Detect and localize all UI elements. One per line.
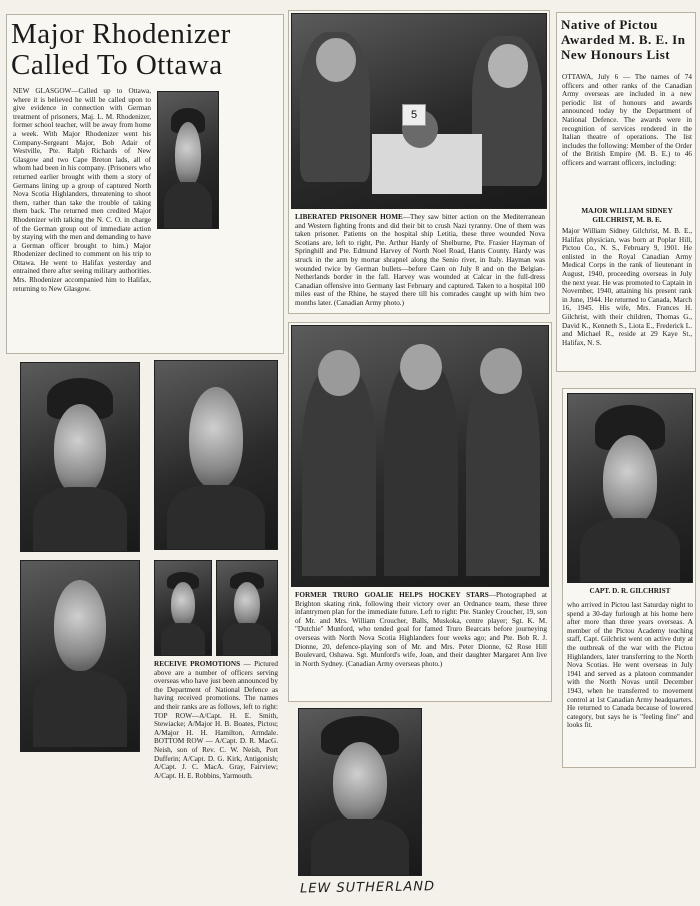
hospital-ship-photo (291, 13, 547, 209)
rhodenizer-portrait-photo (157, 91, 219, 229)
promotion-portrait-hamilton (20, 560, 140, 752)
rhodenizer-story-text: NEW GLASGOW—Called up to Ottawa, where it is believed he will be called upon to give evidence in connection with German treatment of prisoners, Maj. L. M. Rhodenizer, former school teacher, will be away from home a week. With Major Rhodenizer went his Company-Sergeant Major, Bob Adair of Westville, Pte. Ralph Richards of New Glasgow and two Cape Breton lads, all of whom had been in his company. (Prisoners who returned earlier brought with them a story of Germans lining up a group of captured North Nova Scotia Highlanders, threatening to shoot them, rather than take the trouble of taking them back. The returned men credited Major Rhodenizer with talking the N. C. O. in charge of the German group out of immediate action by staying with the men and demanding to have a German officer brought to him.) Major Rhodenizer declined to comment on his trip to Ottawa. He went to Halifax yesterday and entrained there after seeing military authorities. Mrs. Rhodenizer accompanied him to Halifax, returning to New Glasgow. (13, 87, 151, 293)
pictou-mbe-headline: Native of Pictou Awarded M. B. E. In New Honours List (561, 17, 686, 62)
hockey-players-photo (291, 325, 549, 587)
capt-gilchrist-clipping (562, 388, 696, 768)
promotion-portrait-neish (154, 560, 212, 656)
bed-number-card: 5 (402, 104, 426, 126)
capt-gilchrist-story-text: who arrived in Pictou last Saturday night to spend a 30-day furlough at his home here after more than three years overseas. A member of the Pictou Academy teaching staff, Capt. Gilchrist went on active duty at the outbreak of the war with the Pictou Highlanders, later transferring to the North Nova Scotias. He went overseas in July 1941 and served as a platoon commander with the North Novas until December 1943, when he transferred to movement control at 1st Canadian Army headquarters. He returned to Canada because of lowered category, but says he is "feeling fine" and looks fit. (567, 601, 693, 730)
liberated-prisoner-clipping (288, 10, 550, 314)
promotions-caption-title: RECEIVE PROMOTIONS (154, 660, 241, 668)
promotions-caption-body: — Pictured above are a number of officers serving overseas who have just been announced by the Department of National Defence as having received promotions. The names and their ranks are as follows, left to right: TOP ROW—A/Capt. H. E. Smith, Stewiacke; A/Major H. B. Boates, Pictou; A/Major H. H. Hamilton, Armdale. BOTTOM ROW — A/Capt. D. R. MacG. Neish, son of Rev. C. W. Neish, Port Dufferin; A/Capt. D. G. Kirk, Antigonish; A/Capt. J. C. MacA. Gray, Fairview; A/Capt. H. E. Robbins, Yarmouth. (154, 660, 278, 780)
capt-gilchrist-caption-title: CAPT. D. R. GILCHRIST (589, 587, 671, 595)
liberated-prisoner-caption-body: —They saw bitter action on the Mediterranean and Western fighting fronts and did their bit to crush Nazi tyranny. One of them was taken prisoner. Patients on the hospital ship Letitia, these three wounded Nova Scotians are, left to right, Pte. Arthur Hardy of Shelburne, Pte. Frasier Hayman of Springhill and Pte. Edmund Harvey of North Noel Road, Hants County. Hardy was struck in the arm by mortar shrapnel along the Senio river, in Italy. Hayman was wounded twice by German bullets—before Caen on July 8 and on the Belgian-Netherlands border in the fall. Harvey was wounded at Calcar in the full-dress Canadian offensive into Germany last February and captured. Taken to a hospital 100 miles east of the Rhine, he stayed there till his comrades caught up with him two months later. (Canadian Army photo.) (295, 213, 545, 307)
promotion-portrait-boates (154, 360, 278, 550)
pictou-mbe-intro-text: OTTAWA, July 6 — The names of 74 officers and other ranks of the Canadian Army overseas are included in a new periodic list of honours and awards announced today by the Department of National Defence. The awards were in recognition of services rendered in the Italian theatre of operations. The list includes the following: Member of the Order of the British Empire (M. B. E.) to 46 officers and warrant officers, including: (562, 73, 692, 167)
hockey-stars-caption (295, 591, 547, 699)
promotions-caption (154, 660, 278, 836)
capt-gilchrist-portrait-photo (567, 393, 693, 583)
promotion-portrait-kirk (216, 560, 278, 656)
sutherland-portrait-photo (298, 708, 422, 876)
promotion-portrait-smith (20, 362, 140, 552)
liberated-prisoner-caption-title: LIBERATED PRISONER HOME (295, 213, 403, 221)
hockey-stars-caption-title: FORMER TRURO GOALIE HELPS HOCKEY STARS (295, 591, 489, 599)
gilchrist-name-heading: MAJOR WILLIAM SIDNEY GILCHRIST, M. B. E. (581, 207, 673, 224)
hockey-stars-caption-body: —Photographed at Brighton skating rink, following their victory over an Ordnance team, these three infantrymen plan for the immediate future. Left to right: Pte. Stanley Croucher, 19, son of Mr. and Mrs. William Croucher, Balls, Muskoka, centre player; Sgt. K. M. "Dutchie" Munford, who tended goal for famed Truro Bearcats before journeying overseas with North Nova Scotia Highlanders four weeks ago; and Pte. Bob R. J. Dionne, 20, defence-playing son of Mr. and Mrs. Peter Dionne, 62 Rose Hill Boulevard, Oshawa. Sgt. Munford's wife, Joan, and their daughter Margaret Ann live in North Sydney. (Canadian Army overseas photo.) (295, 591, 547, 668)
rhodenizer-headline: Major Rhodenizer Called To Ottawa (11, 18, 231, 81)
hockey-stars-clipping (288, 322, 552, 702)
liberated-prisoner-caption (295, 213, 545, 313)
rhodenizer-clipping (6, 14, 284, 354)
handwritten-name-label: LEW SUTHERLAND (299, 879, 436, 897)
pictou-mbe-clipping (556, 12, 696, 372)
pictou-mbe-body-text: Major William Sidney Gilchrist, M. B. E., Halifax physician, was born at Poplar Hill, Pictou Co., N. S., February 9, 1901. He enlisted in the Royal Canadian Army Medical Corps in the rank of lieutenant in August, 1940, proceeding overseas in July the next year. He was promoted to Captain in November, 1940, attaining his present rank in June, 1944. He returned to Canada, March 16, 1945. His wife, Mrs. Frances H. Gilchrist, with their children, Thomas G., David K., Kenneth S., Liota E., Frederick L. and Michael R., reside at 29 Kaye St., Halifax, N. S. (562, 227, 692, 347)
